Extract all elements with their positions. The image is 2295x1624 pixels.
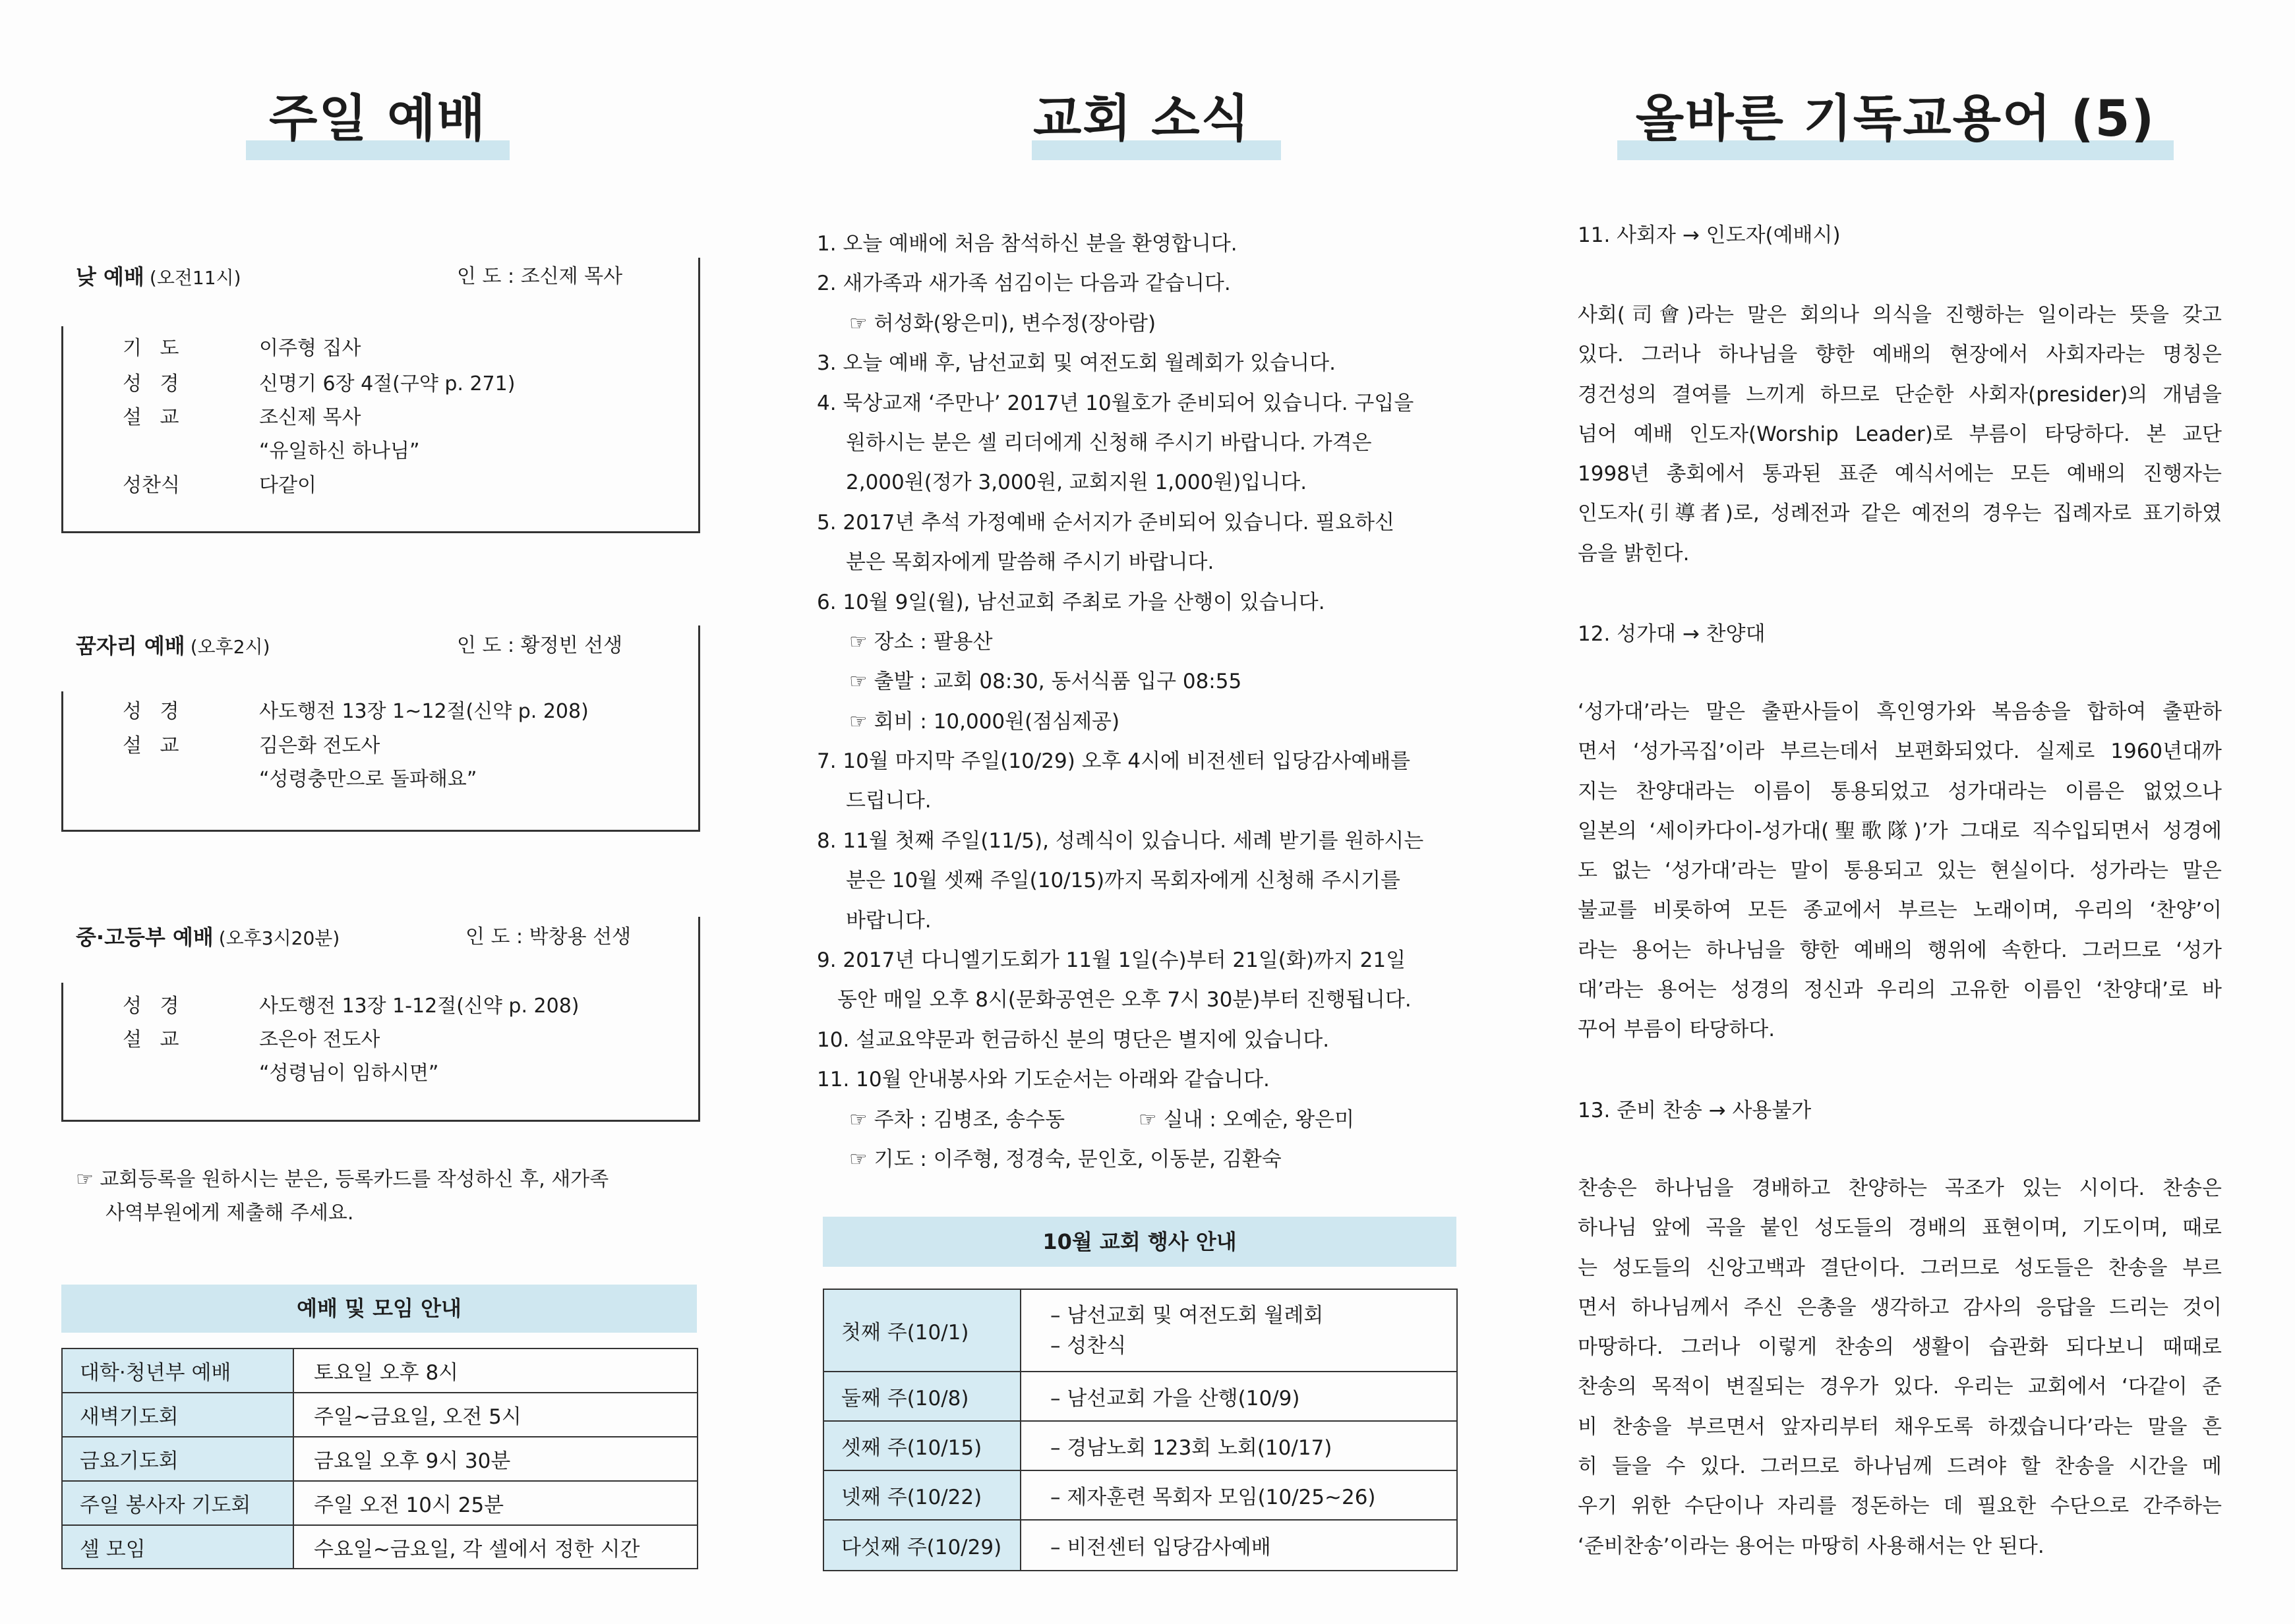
paragraph-line: 라는 용어는 하나님을 향한 예배의 행위에 속한다. 그러므로 ‘성가: [1578, 938, 2222, 962]
table-row: [62, 1393, 698, 1437]
box-right-rule: [698, 258, 700, 533]
news-line: 2. 새가족과 새가족 섬김이는 다음과 같습니다.: [817, 272, 1231, 296]
event-items: [1021, 1289, 1457, 1372]
table-row: [823, 1289, 1457, 1372]
event-item: – 제자훈련 목회자 모임(10/25~26): [1021, 1470, 1457, 1520]
news-line: 바랍니다.: [846, 908, 932, 933]
schedule-header: 예배 및 모임 안내: [61, 1285, 697, 1333]
order-label: 기 도: [123, 337, 179, 360]
event-week: 첫째 주(10/1): [823, 1289, 1021, 1372]
table-row: [62, 1348, 698, 1393]
term-paragraph: [1578, 295, 2222, 573]
news-line: 4. 묵상교재 ‘주만나’ 2017년 10월호가 준비되어 있습니다. 구입을: [817, 391, 1414, 415]
box-left-rule: [61, 691, 63, 831]
box-bottom-rule: [61, 531, 700, 533]
news-line: ☞ 장소 : 팔용산: [849, 629, 993, 654]
paragraph-line: 는 성도들의 신앙고백과 결단이다. 그러므로 성도들은 찬송을 부르: [1578, 1256, 2222, 1280]
schedule-table: [61, 1348, 698, 1569]
paragraph-line: 대’라는 용어는 성경의 정신과 우리의 고유한 이름인 ‘찬양대’로 바: [1578, 978, 2222, 1002]
registration-note: 사역부원에게 제출해 주세요.: [105, 1202, 354, 1225]
news-line: ☞ 출발 : 교회 08:30, 동서식품 입구 08:55: [849, 670, 1242, 694]
event-week: 다섯째 주(10/29): [823, 1520, 1021, 1571]
order-label: 성 경: [123, 372, 179, 395]
paragraph-line: 경건성의 결여를 느끼게 하므로 단순한 사회자(presider)의 개념을: [1578, 382, 2222, 407]
news-line: 드립니다.: [846, 789, 932, 813]
news-line: 분은 10월 셋째 주일(10/15)까지 목회자에게 신청해 주시기를: [846, 869, 1400, 893]
paragraph-line: 꾸어 부름이 타당하다.: [1578, 1018, 1775, 1042]
term-heading: 13. 준비 찬송 → 사용불가: [1578, 1099, 1812, 1122]
term-paragraph: [1578, 692, 2222, 1050]
term-heading-block: [1578, 614, 2222, 654]
paragraph-line: 면서 ‘성가곡집’이라 부르는데서 보편화되었다. 실제로 1960년대까: [1578, 740, 2222, 764]
box-right-rule: [698, 625, 700, 831]
event-item: – 남선교회 가을 산행(10/9): [1021, 1372, 1457, 1421]
meeting-name: 주일 봉사자 기도회: [62, 1481, 293, 1525]
events-header: 10월 교회 행사 안내: [823, 1217, 1456, 1267]
news-list: [817, 224, 1463, 1179]
paragraph-line: 우기 위한 수단이나 자리를 정돈하는 데 필요한 수단으로 간주하는: [1578, 1494, 2222, 1519]
service-header-youth: [76, 923, 340, 953]
paragraph-line: 일본의 ‘세이카다이-성가대(聖歌隊)’가 그대로 직수입되면서 성경에: [1578, 819, 2222, 843]
paragraph-line: 히 들을 수 있다. 그러므로 하나님께 드려야 할 찬송을 시간을 메: [1578, 1455, 2222, 1479]
meeting-name: 금요기도회: [62, 1437, 293, 1481]
sermon-title: “유일하신 하나님”: [259, 440, 420, 463]
order-label: 설 교: [123, 1028, 179, 1051]
news-line: 원하시는 분은 셀 리더에게 신청해 주시기 바랍니다. 가격은: [846, 430, 1372, 455]
usher-parking: ☞ 주차 : 김병조, 송수동: [849, 1107, 1065, 1132]
event-item: – 성찬식: [1050, 1333, 1127, 1358]
term-paragraph: [1578, 1169, 2222, 1566]
meeting-time: 금요일 오후 9시 30분: [293, 1437, 698, 1481]
meeting-time: 주일~금요일, 오전 5시: [293, 1393, 698, 1437]
news-line: 10. 설교요약문과 헌금하신 분의 명단은 별지에 있습니다.: [817, 1028, 1330, 1052]
term-heading: 12. 성가대 → 찬양대: [1578, 622, 1766, 646]
box-bottom-rule: [61, 830, 700, 832]
meeting-time: 수요일~금요일, 각 셀에서 정한 시간: [293, 1525, 698, 1569]
news-line: 1. 오늘 예배에 처음 참석하신 분을 환영합니다.: [817, 232, 1237, 256]
sermon-title: “성령님이 임하시면”: [259, 1062, 439, 1085]
table-row: [823, 1372, 1457, 1421]
paragraph-line: 지는 찬양대라는 이름이 통용되었고 성가대라는 이름은 없었으나: [1578, 779, 2222, 803]
table-row: [62, 1481, 698, 1525]
table-row: [823, 1470, 1457, 1520]
paragraph-line: ‘준비찬송’이라는 용어는 마땅히 사용해서는 안 된다.: [1578, 1534, 2044, 1558]
event-week: 셋째 주(10/15): [823, 1421, 1021, 1470]
news-line: 11. 10월 안내봉사와 기도순서는 아래와 같습니다.: [817, 1068, 1270, 1092]
meeting-name: 대학·청년부 예배: [62, 1348, 293, 1393]
news-line: 5. 2017년 추석 가정예배 순서지가 준비되어 있습니다. 필요하신: [817, 510, 1395, 535]
term-heading-block: [1578, 216, 2222, 255]
news-title: 교회 소식: [1032, 89, 1251, 148]
service-name: 꿈자리 예배: [76, 633, 185, 658]
news-line: ☞ 허성화(왕은미), 변수정(장아람): [849, 311, 1156, 335]
order-value: 이주형 집사: [259, 337, 361, 360]
order-label: 설 교: [123, 406, 179, 429]
service-header-dream: [76, 631, 270, 662]
service-time: (오후3시20분): [218, 927, 340, 949]
event-item: – 비전센터 입당감사예배: [1021, 1520, 1457, 1571]
service-time: (오후2시): [190, 636, 270, 658]
box-left-rule: [61, 326, 63, 533]
order-value: 사도행전 13장 1-12절(신약 p. 208): [259, 995, 580, 1018]
service-leader: 인 도 : 황정빈 선생: [457, 634, 623, 657]
paragraph-line: 찬송은 하나님을 경배하고 찬양하는 곡조가 있는 시이다. 찬송은: [1578, 1176, 2222, 1200]
paragraph-line: 도 없는 ‘성가대’라는 말이 통용되고 있는 현실이다. 성가라는 말은: [1578, 859, 2222, 883]
table-row: [823, 1421, 1457, 1470]
service-name: 낮 예배: [76, 264, 144, 289]
meeting-time: 토요일 오후 8시: [293, 1348, 698, 1393]
event-item: – 남선교회 및 여전도회 월례회: [1050, 1303, 1324, 1327]
news-line: ☞ 기도 : 이주형, 정경숙, 문인호, 이동분, 김환숙: [849, 1147, 1282, 1171]
service-leader: 인 도 : 조신제 목사: [457, 265, 623, 288]
table-row: [62, 1525, 698, 1569]
order-value: 조신제 목사: [259, 406, 361, 429]
paragraph-line: 음을 밝힌다.: [1578, 541, 1690, 566]
service-header-day: [76, 262, 241, 293]
paragraph-line: 마땅하다. 그러나 이렇게 찬송의 생활이 습관화 되다보니 때때로: [1578, 1335, 2222, 1360]
news-line: 6. 10월 9일(월), 남선교회 주최로 가을 산행이 있습니다.: [817, 590, 1325, 614]
paragraph-line: 인도자(引導者)로, 성례전과 같은 예전의 경우는 집례자로 표기하였: [1578, 502, 2222, 526]
news-line: 7. 10월 마지막 주일(10/29) 오후 4시에 비전센터 입당감사예배를: [817, 749, 1411, 774]
terms-title: 올바른 기독교용어 (5): [1635, 89, 2156, 148]
news-line: 9. 2017년 다니엘기도회가 11월 1일(수)부터 21일(화)까지 21일: [817, 948, 1406, 973]
paragraph-line: ‘성가대’라는 말은 출판사들이 흑인영가와 복음송을 합하여 출판하: [1578, 700, 2222, 724]
paragraph-line: 사회(司會)라는 말은 회의나 의식을 진행하는 일이라는 뜻을 갖고: [1578, 303, 2222, 327]
order-label: 성 경: [123, 995, 179, 1018]
news-line: 분은 목회자에게 말씀해 주시기 바랍니다.: [846, 550, 1214, 575]
paragraph-line: 비 찬송을 부르면서 앞자리부터 채우도록 하겠습니다’라는 말을 흔: [1578, 1414, 2222, 1439]
order-value: 김은화 전도사: [259, 734, 380, 757]
box-right-rule: [698, 917, 700, 1121]
order-value: 조은아 전도사: [259, 1028, 380, 1051]
event-item: – 경남노회 123회 노회(10/17): [1021, 1421, 1457, 1470]
news-line-usher: [817, 1100, 1463, 1140]
order-value: 사도행전 13장 1~12절(신약 p. 208): [259, 700, 589, 723]
event-week: 넷째 주(10/22): [823, 1470, 1021, 1520]
order-label: 성 경: [123, 700, 179, 723]
worship-title: 주일 예배: [268, 89, 487, 148]
box-left-rule: [61, 983, 63, 1121]
order-label: 설 교: [123, 734, 179, 757]
usher-indoor: ☞ 실내 : 오예순, 왕은미: [1139, 1107, 1355, 1132]
news-line: ☞ 회비 : 10,000원(점심제공): [849, 709, 1120, 734]
table-row: [62, 1437, 698, 1481]
paragraph-line: 있다. 그러나 하나님을 향한 예배의 현장에서 사회자라는 명칭은: [1578, 343, 2222, 367]
sermon-title: “성령충만으로 돌파해요”: [259, 768, 477, 791]
news-line: 3. 오늘 예배 후, 남선교회 및 여전도회 월례회가 있습니다.: [817, 351, 1336, 376]
meeting-name: 새벽기도회: [62, 1393, 293, 1437]
paragraph-line: 면서 하나님께서 주신 은총을 생각하고 감사의 응답을 드리는 것이: [1578, 1295, 2222, 1320]
news-line: 동안 매일 오후 8시(문화공연은 오후 7시 30분)부터 진행됩니다.: [837, 988, 1412, 1012]
order-value: 다같이: [259, 474, 316, 497]
event-week: 둘째 주(10/8): [823, 1372, 1021, 1421]
paragraph-line: 넘어 예배 인도자(Worship Leader)로 부름이 타당하다. 본 교단: [1578, 422, 2222, 446]
order-value: 신명기 6장 4절(구약 p. 271): [259, 372, 516, 395]
table-row: [823, 1520, 1457, 1571]
meeting-name: 셀 모임: [62, 1525, 293, 1569]
service-time: (오전11시): [149, 267, 241, 289]
service-leader: 인 도 : 박창용 선생: [465, 925, 632, 948]
paragraph-line: 불교를 비롯하여 모든 종교에서 부르는 노래이며, 우리의 ‘찬양’이: [1578, 898, 2222, 923]
news-line: 8. 11월 첫째 주일(11/5), 성례식이 있습니다. 세례 받기를 원하시는: [817, 828, 1424, 853]
service-name: 중·고등부 예배: [76, 925, 214, 950]
paragraph-line: 1998년 총회에서 통과된 표준 예식서에는 모든 예배의 진행자는: [1578, 462, 2222, 486]
box-bottom-rule: [61, 1120, 700, 1122]
order-label: 성찬식: [123, 474, 180, 497]
term-heading: 11. 사회자 → 인도자(예배시): [1578, 223, 1841, 247]
registration-note: ☞ 교회등록을 원하시는 분은, 등록카드를 작성하신 후, 새가족: [76, 1168, 609, 1191]
paragraph-line: 찬송의 목적이 변질되는 경우가 있다. 우리는 교회에서 ‘다같이 준: [1578, 1375, 2222, 1399]
meeting-time: 주일 오전 10시 25분: [293, 1481, 698, 1525]
term-heading-block: [1578, 1091, 2222, 1130]
paragraph-line: 하나님 앞에 곡을 붙인 성도들의 경배의 표현이며, 기도이며, 때로: [1578, 1216, 2222, 1240]
news-line: 2,000원(정가 3,000원, 교회지원 1,000원)입니다.: [846, 471, 1307, 495]
events-table: [823, 1289, 1458, 1571]
